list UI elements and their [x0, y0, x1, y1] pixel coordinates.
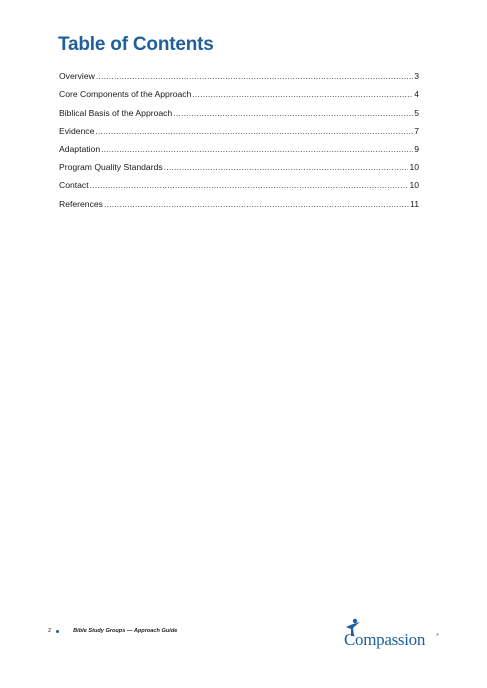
toc-entry-label: Overview — [59, 71, 95, 82]
toc-entry-evidence[interactable] — [59, 119, 419, 137]
page-footer — [48, 628, 177, 634]
toc-entry-program-quality[interactable] — [59, 155, 419, 173]
footer-document-title: Bible Study Groups — Approach Guide — [73, 628, 178, 634]
compassion-logo — [344, 618, 444, 660]
toc-entry-label: Program Quality Standards — [59, 162, 163, 173]
toc-entry-label: References — [59, 198, 103, 209]
toc-entry-page: 5 — [414, 107, 419, 118]
toc-leader-dots — [95, 126, 413, 137]
toc-leader-dots — [90, 180, 409, 191]
toc-entry-page: 10 — [409, 162, 419, 173]
toc-entry-label: Biblical Basis of the Approach — [59, 107, 173, 118]
toc-entry-label: Adaptation — [59, 143, 101, 154]
toc-entry-overview[interactable] — [59, 64, 419, 82]
toc-leader-dots — [96, 71, 413, 82]
toc-entry-page: 10 — [409, 180, 419, 191]
toc-heading: Table of Contents — [58, 34, 214, 55]
toc-list — [59, 64, 419, 210]
toc-entry-adaptation[interactable] — [59, 137, 419, 155]
trademark-symbol: ® — [436, 632, 439, 637]
toc-entry-page: 3 — [414, 71, 419, 82]
bullet-icon — [56, 630, 59, 633]
toc-leader-dots — [173, 108, 413, 119]
toc-entry-page: 9 — [414, 143, 419, 154]
toc-entry-label: Evidence — [59, 125, 95, 136]
toc-leader-dots — [192, 89, 413, 100]
toc-leader-dots — [101, 144, 413, 155]
toc-entry-page: 4 — [414, 89, 419, 100]
toc-leader-dots — [104, 199, 409, 210]
toc-entry-page: 7 — [414, 125, 419, 136]
toc-entry-page: 11 — [410, 198, 419, 209]
toc-entry-biblical-basis[interactable] — [59, 100, 419, 118]
toc-entry-contact[interactable] — [59, 173, 419, 191]
toc-entry-core-components[interactable] — [59, 82, 419, 100]
toc-entry-label: Core Components of the Approach — [59, 89, 192, 100]
toc-entry-label: Contact — [59, 180, 89, 191]
toc-leader-dots — [164, 162, 409, 173]
logo-wordmark: Compassion — [344, 630, 426, 649]
footer-page-number: 2 — [48, 628, 52, 634]
toc-entry-references[interactable] — [59, 191, 419, 209]
